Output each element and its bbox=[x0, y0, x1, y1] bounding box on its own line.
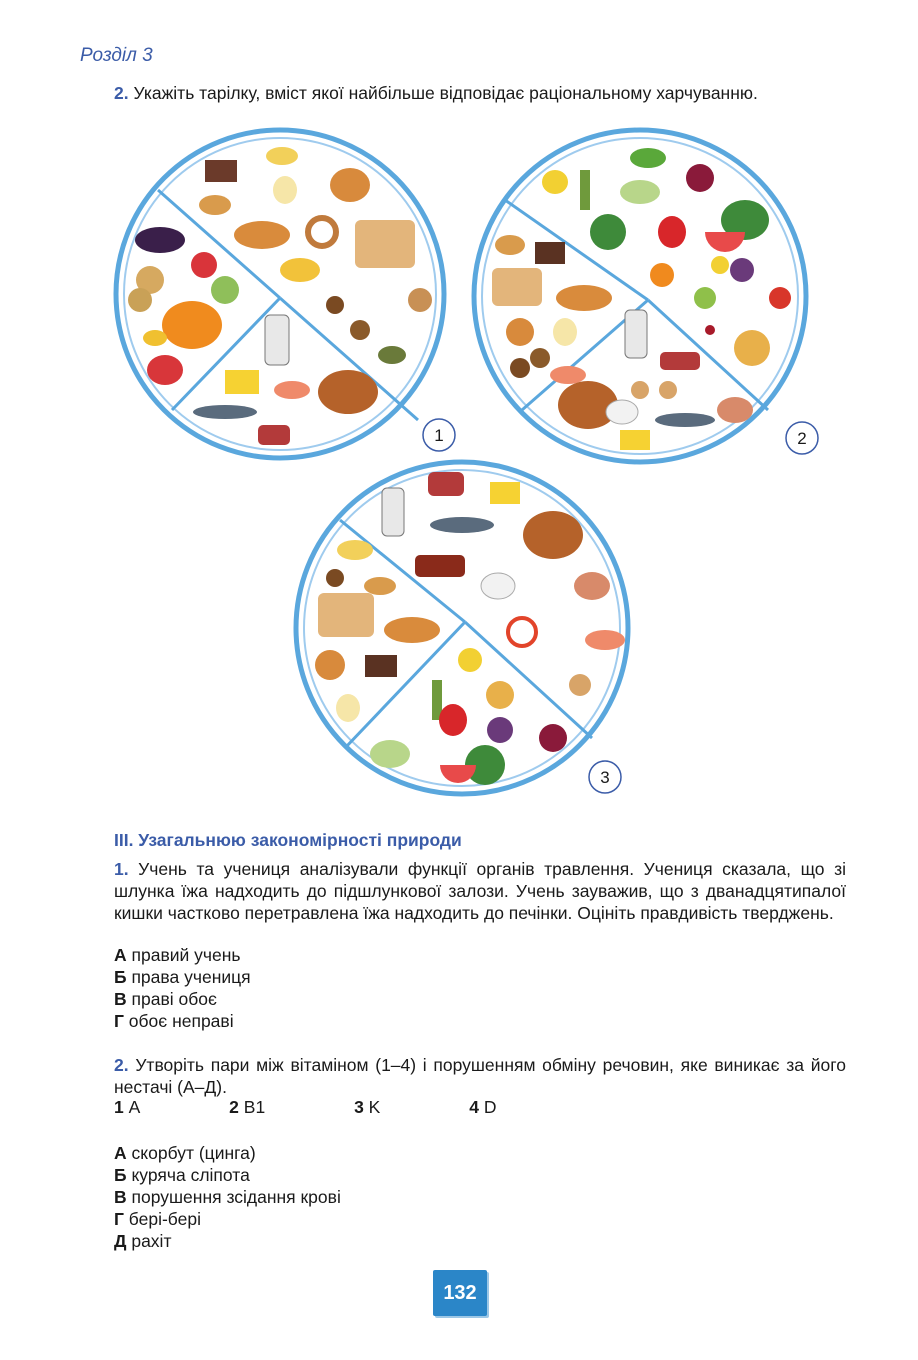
option-a: А правий учень bbox=[114, 945, 241, 965]
section-header: Розділ 3 bbox=[80, 45, 153, 66]
task-1-question bbox=[80, 858, 846, 924]
task-text: Учень та учениця аналізували функції органів травлення. Учениця сказала, що зі шлунка їжа надходить до підшлункової залози. Учень зауважив, що з дванадцятипалої кишки частково перетравлена їжа надходить до печінки. Оцініть правдивість тверджень. bbox=[114, 859, 846, 923]
plate-2-label: 2 bbox=[797, 429, 807, 448]
task-number: 2. bbox=[114, 1055, 129, 1075]
vitamin-item: 3 K bbox=[354, 1097, 381, 1117]
plate-1-label: 1 bbox=[434, 426, 444, 445]
task-2-question bbox=[80, 82, 880, 104]
disorder-c: В порушення зсідання крові bbox=[114, 1187, 341, 1207]
task-number: 1. bbox=[114, 859, 129, 879]
option-c: В праві обоє bbox=[114, 989, 217, 1009]
vitamin-list bbox=[114, 1097, 580, 1118]
option-b: Б права учениця bbox=[114, 967, 251, 987]
disorder-e: Д рахіт bbox=[114, 1231, 172, 1251]
plate-1 bbox=[116, 130, 444, 458]
task-2b-question bbox=[80, 1054, 846, 1098]
vitamin-item: 2 B1 bbox=[229, 1097, 266, 1117]
section-title: ІІІ. Узагальнюю закономірності природи bbox=[114, 830, 462, 850]
task-text: Укажіть тарілку, вміст якої найбільше відповідає раціональному харчуванню. bbox=[133, 83, 758, 103]
page-number-badge: 132 bbox=[433, 1270, 487, 1316]
option-d: Г обоє неправі bbox=[114, 1011, 234, 1031]
plate-3-label: 3 bbox=[600, 768, 610, 787]
plate-2 bbox=[474, 130, 806, 462]
disorder-b: Б куряча сліпота bbox=[114, 1165, 250, 1185]
task-text: Утворіть пари між вітаміном (1–4) і порушенням обміну речовин, яке виникає за його нестачі (А–Д). bbox=[114, 1055, 846, 1097]
task-number: 2. bbox=[114, 83, 129, 103]
plate-3 bbox=[296, 462, 628, 794]
disorder-d: Г бері-бері bbox=[114, 1209, 201, 1229]
vitamin-item: 1 A bbox=[114, 1097, 141, 1117]
vitamin-item: 4 D bbox=[469, 1097, 497, 1117]
food-plates-illustration bbox=[0, 120, 918, 810]
disorder-a: А скорбут (цинга) bbox=[114, 1143, 256, 1163]
